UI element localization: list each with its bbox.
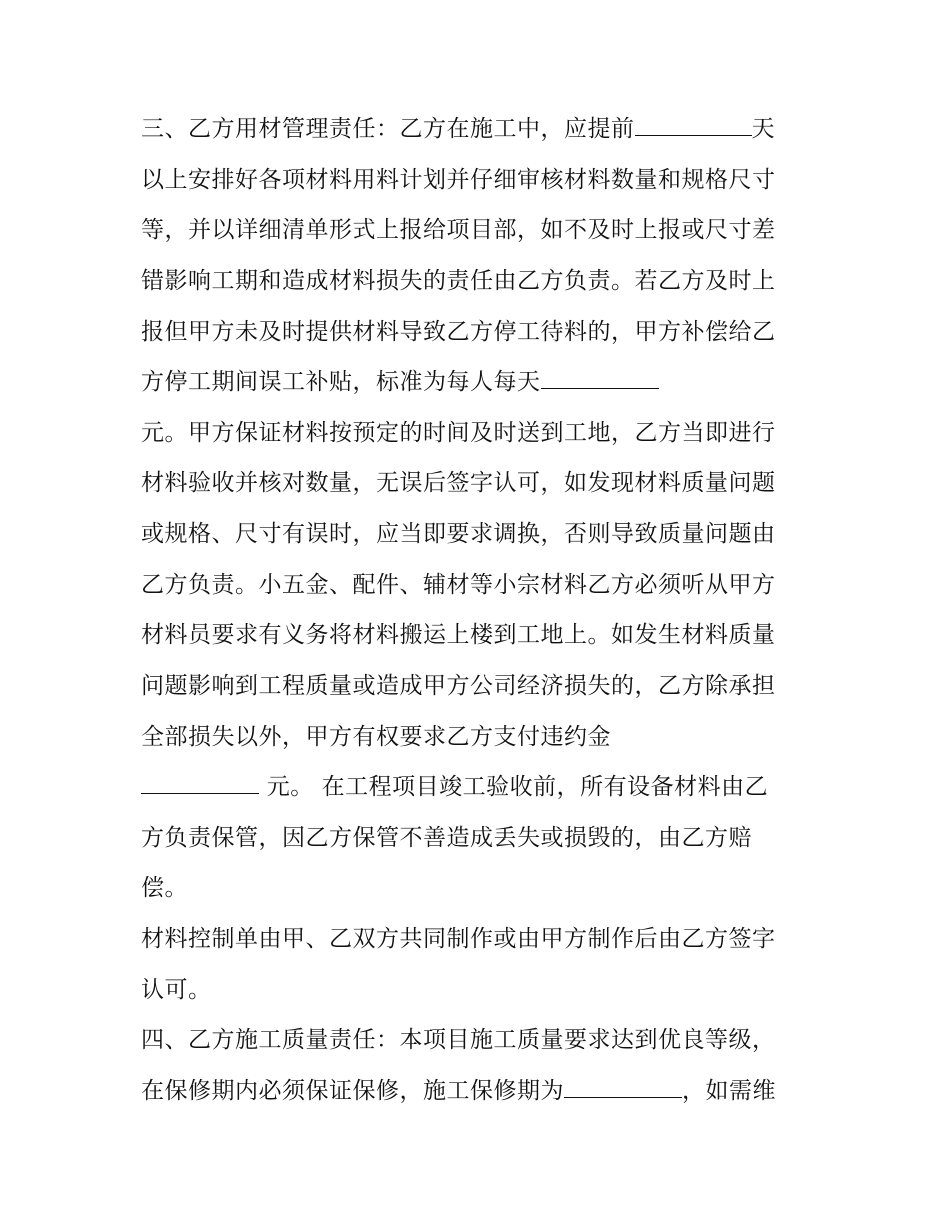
line-text: 三、乙方用材管理责任：乙方在施工中，应提前 xyxy=(141,116,635,142)
line-text: 材料员要求有义务将材料搬运上楼到工地上。如发生材料质量 xyxy=(141,622,776,648)
fill-blank[interactable] xyxy=(141,771,259,794)
text-line xyxy=(141,365,831,399)
line-text: 问题影响到工程质量或造成甲方公司经济损失的，乙方除承担 xyxy=(141,673,776,699)
text-line xyxy=(141,315,831,349)
text-line xyxy=(141,821,831,855)
text-line xyxy=(141,1074,831,1108)
text-line xyxy=(141,669,831,703)
line-text: 错影响工期和造成材料损失的责任由乙方负责。若乙方及时上 xyxy=(141,268,776,294)
text-line xyxy=(141,770,831,804)
text-line xyxy=(141,517,831,551)
text-line xyxy=(141,973,831,1007)
text-line xyxy=(141,466,831,500)
fill-blank[interactable] xyxy=(635,113,752,136)
line-text: 天 xyxy=(751,116,775,142)
text-line xyxy=(141,568,831,602)
text-line xyxy=(141,264,831,298)
line-text: 四、乙方施工质量责任：本项目施工质量要求达到优良等级， xyxy=(141,1027,776,1053)
line-text: 乙方负责。小五金、配件、辅材等小宗材料乙方必须听从甲方 xyxy=(141,572,776,598)
line-text: 或规格、尺寸有误时，应当即要求调换，否则导致质量问题由 xyxy=(141,521,776,547)
text-line xyxy=(141,416,831,450)
line-text: 偿。 xyxy=(141,875,188,901)
text-line xyxy=(141,618,831,652)
line-text: 元。 在工程项目竣工验收前，所有设备材料由乙 xyxy=(259,774,769,800)
line-text: 在保修期内必须保证保修，施工保修期为 xyxy=(141,1078,564,1104)
text-line xyxy=(141,1023,831,1057)
line-text: 材料控制单由甲、乙双方共同制作或由甲方制作后由乙方签字 xyxy=(141,926,776,952)
line-text: 元。甲方保证材料按预定的时间及时送到工地，乙方当即进行 xyxy=(141,420,776,446)
text-line xyxy=(141,112,831,146)
line-text: 等，并以详细清单形式上报给项目部，如不及时上报或尺寸差 xyxy=(141,217,776,243)
line-text: 以上安排好各项材料用料计划并仔细审核材料数量和规格尺寸 xyxy=(141,167,776,193)
line-text: 材料验收并核对数量，无误后签字认可，如发现材料质量问题 xyxy=(141,470,776,496)
fill-blank[interactable] xyxy=(541,366,659,389)
text-line xyxy=(141,922,831,956)
line-text: 报但甲方未及时提供材料导致乙方停工待料的，甲方补偿给乙 xyxy=(141,319,776,345)
line-text: ，如需维 xyxy=(682,1078,776,1104)
line-text: 认可。 xyxy=(141,977,212,1003)
text-line xyxy=(141,163,831,197)
line-text: 方停工期间误工补贴，标准为每人每天 xyxy=(141,369,541,395)
line-text: 全部损失以外，甲方有权要求乙方支付违约金 xyxy=(141,724,611,750)
line-text: 方负责保管，因乙方保管不善造成丢失或损毁的，由乙方赔 xyxy=(141,825,752,851)
text-line xyxy=(141,213,831,247)
text-line xyxy=(141,871,831,905)
text-line xyxy=(141,720,831,754)
fill-blank[interactable] xyxy=(564,1075,682,1098)
